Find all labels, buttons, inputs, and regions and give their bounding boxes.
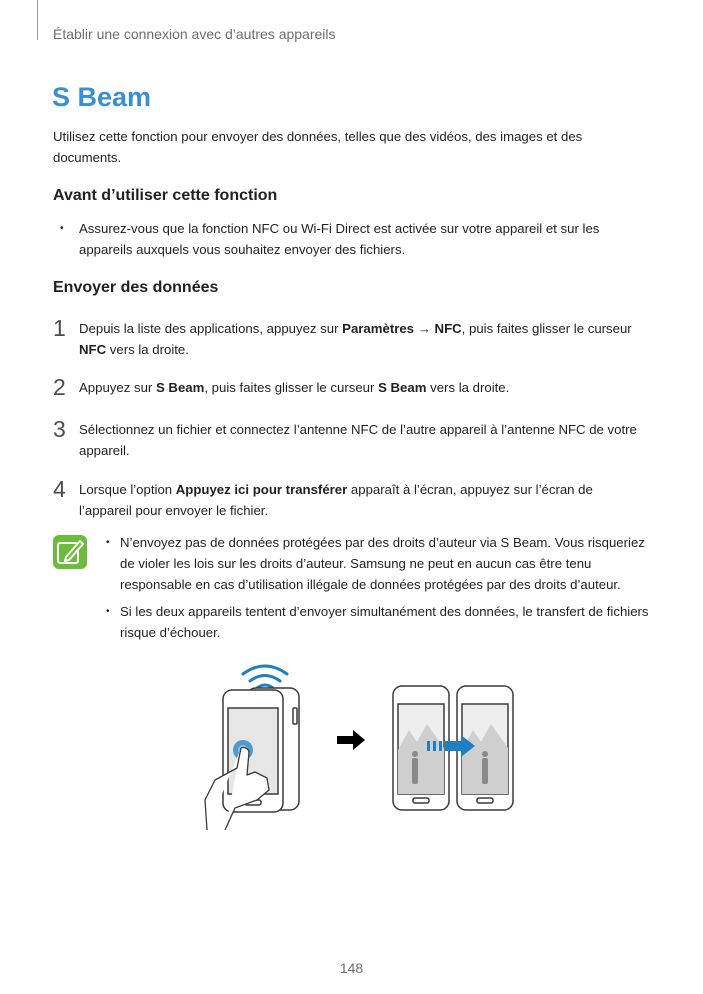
page-number: 148 — [339, 960, 364, 976]
step-1 — [53, 315, 653, 360]
right-arrow-icon — [337, 730, 365, 750]
section-heading-send: Envoyer des données — [53, 279, 219, 296]
note-pencil-icon — [53, 535, 87, 569]
bullet-icon: • — [60, 223, 64, 234]
step-number: 3 — [53, 416, 66, 442]
step-2 — [53, 374, 653, 400]
step-number: 4 — [53, 476, 66, 502]
step-number: 2 — [53, 374, 66, 400]
intro-paragraph: Utilisez cette fonction pour envoyer des données, telles que des vidéos, des images et des documents. — [53, 129, 583, 165]
step-text: Appuyez sur S Beam, puis faites glisser le curseur S Beam vers la droite. — [79, 380, 510, 395]
step-text: Lorsque l’option Appuyez ici pour transférer apparaît à l’écran, appuyez sur l’écran de l’appareil pour envoyer le fichier. — [79, 482, 593, 518]
nfc-signal-icon — [243, 666, 287, 688]
note-list — [100, 532, 660, 649]
step-text: Sélectionnez un fichier et connectez l’antenne NFC de l’autre appareil à l’antenne NFC de votre appareil. — [79, 422, 637, 458]
header-rule — [37, 0, 38, 40]
step-4 — [53, 476, 653, 521]
step-number: 1 — [53, 315, 66, 341]
step-text: Depuis la liste des applications, appuyez sur Paramètres → NFC, puis faites glisser le curseur NFC vers la droite. — [79, 321, 632, 357]
page-title: S Beam — [52, 82, 152, 112]
step-3 — [53, 416, 653, 461]
section-heading-before: Avant d’utiliser cette fonction — [53, 187, 278, 204]
before-bullet-text: Assurez-vous que la fonction NFC ou Wi-Fi Direct est activée sur votre appareil et sur les appareils auxquels vous souhaitez envoyer des fichiers. — [79, 221, 600, 257]
before-bullet — [53, 218, 623, 260]
running-header: Établir une connexion avec d’autres appareils — [53, 26, 336, 42]
note-text: Si les deux appareils tentent d’envoyer simultanément des données, le transfert de fichiers risque d’échouer. — [120, 604, 649, 640]
s-beam-illustration — [195, 650, 525, 840]
note-item — [100, 601, 660, 643]
bullet-icon: • — [106, 606, 110, 617]
note-item — [100, 532, 660, 595]
bullet-icon: • — [106, 537, 110, 548]
note-text: N’envoyez pas de données protégées par des droits d’auteur via S Beam. Vous risqueriez de violer les lois sur les droits d’auteur. Samsung ne peut en aucun cas être tenu responsable en cas d’utilisation illégale de données protégées par des droits d’auteur. — [120, 535, 645, 592]
